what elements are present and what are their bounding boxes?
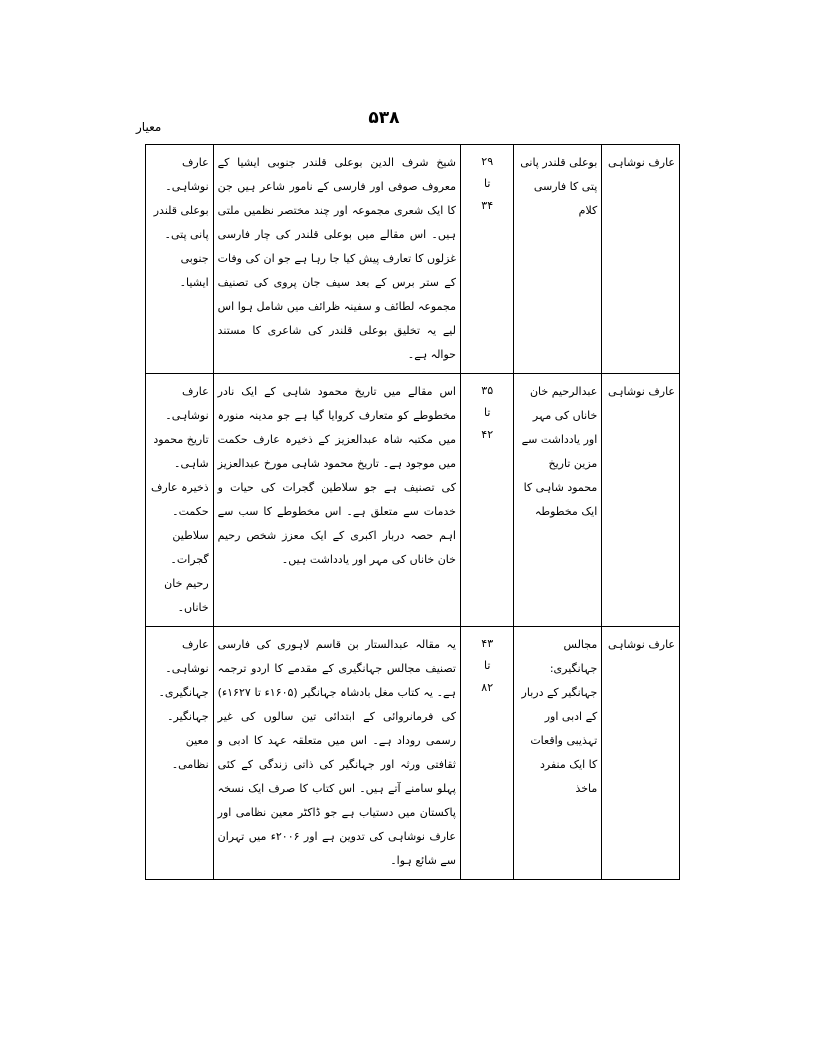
author-cell: عارف نوشاہی	[602, 145, 680, 374]
page-from: ۴۳	[481, 637, 494, 650]
catalog-table	[145, 144, 680, 880]
page-to: ۴۲	[481, 428, 494, 441]
author-cell: عارف نوشاہی	[602, 374, 680, 627]
journal-name: معیار	[136, 120, 162, 134]
keywords-cell: عارف نوشاہی۔ جہانگیری۔ جہانگیر۔ معین نظامی۔	[146, 627, 214, 880]
keywords-cell: عارف نوشاہی۔ تاریخ محمود شاہی۔ ذخیرہ عارف حکمت۔ سلاطین گجرات۔ رحیم خان خاناں۔	[146, 374, 214, 627]
title-cell: عبدالرحیم خان خاناں کی مہر اور یادداشت سے مزین تاریخ محمود شاہی کا ایک مخطوطہ	[514, 374, 602, 627]
table-row	[146, 374, 680, 627]
page-number: ۵۳۸	[368, 108, 400, 128]
table-row	[146, 627, 680, 880]
title-cell: بوعلی قلندر پانی پتی کا فارسی کلام	[514, 145, 602, 374]
abstract-cell: یہ مقالہ عبدالستار بن قاسم لاہوری کی فارسی تصنیف مجالس جہانگیری کے مقدمے کا اردو ترجمہ ہے۔ یہ کتاب مغل بادشاہ جہانگیر (۱۶۰۵ء تا ۱۶۲۷ء) کی فرمانروائی کے ابتدائی تین سالوں کی غیر رسمی روداد ہے۔ اس میں متعلقہ عہد کا ادبی و ثقافتی ورثہ اور جہانگیر کی ذاتی زندگی کے کئی پہلو سامنے آتے ہیں۔ اس کتاب کا صرف ایک نسخہ پاکستان میں دستیاب ہے جو ڈاکٹر معین نظامی اور عارف نوشاہی کی تدوین ہے اور ۲۰۰۶ء میں تہران سے شائع ہوا۔	[213, 627, 460, 880]
page-separator: تا	[484, 177, 491, 190]
page-separator: تا	[484, 659, 491, 672]
page-from: ۲۹	[481, 155, 494, 168]
abstract-cell: شیخ شرف الدین بوعلی قلندر جنوبی ایشیا کے معروف صوفی اور فارسی کے نامور شاعر ہیں جن کا ایک شعری مجموعہ اور چند مختصر نظمیں ملتی ہیں۔ اس مقالے میں بوعلی قلندر کی چار فارسی غزلوں کا تعارف پیش کیا جا رہا ہے جو ان کی وفات کے ستر برس کے بعد سیف جان پروی کی تصنیف مجموعہ لطائف و سفینہ ظرائف میں شامل ہوا اس لیے یہ تخلیق بوعلی قلندر کی شاعری کا مستند حوالہ ہے۔	[213, 145, 460, 374]
page-to: ۳۴	[481, 199, 494, 212]
table-row	[146, 145, 680, 374]
page-separator: تا	[484, 406, 491, 419]
keywords-cell: عارف نوشاہی۔ بوعلی قلندر پانی پتی۔ جنوبی ایشیا۔	[146, 145, 214, 374]
pages-cell	[460, 627, 514, 880]
abstract-cell: اس مقالے میں تاریخ محمود شاہی کے ایک نادر مخطوطے کو متعارف کروایا گیا ہے جو مدینہ منورہ میں مکتبہ شاہ عبدالعزیز کے ذخیرہ عارف حکمت میں موجود ہے۔ تاریخ محمود شاہی مورخ عبدالعزیز کی تصنیف ہے جو سلاطین گجرات کی حیات و خدمات سے متعلق ہے۔ اس مخطوطے کا سب سے اہم حصہ دربار اکبری کے ایک معزز شخص رحیم خان خاناں کی مہر اور یادداشت ہیں۔	[213, 374, 460, 627]
title-cell: مجالس جہانگیری: جہانگیر کے دربار کے ادبی اور تہذیبی واقعات کا ایک منفرد ماخذ	[514, 627, 602, 880]
pages-cell	[460, 145, 514, 374]
pages-cell	[460, 374, 514, 627]
author-cell: عارف نوشاہی	[602, 627, 680, 880]
page-to: ۸۲	[481, 681, 494, 694]
page-from: ۳۵	[481, 384, 494, 397]
